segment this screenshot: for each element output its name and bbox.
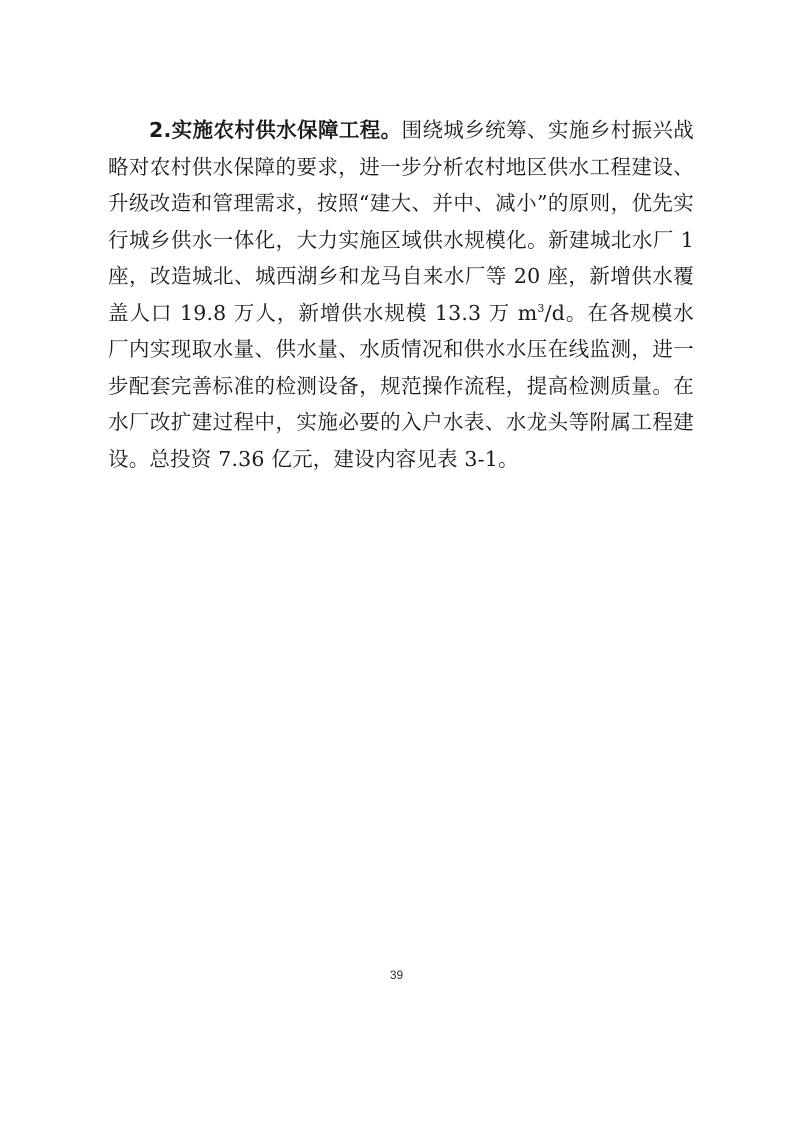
unit-superscript: 3: [537, 301, 545, 315]
page-number: 39: [389, 968, 404, 982]
document-body: [108, 112, 694, 477]
section-heading: 2.实施农村供水保障工程。: [149, 118, 402, 142]
paragraph-text-part-2: /d。在各规模水厂内实现取水量、供水量、水质情况和供水水压在线监测，进一步配套完善标准的检测设备，规范操作流程，提高检测质量。在水厂改扩建过程中，实施必要的入户水表、水龙头等附属工程建设。总投资 7.36 亿元，建设内容见表 3-1。: [108, 300, 694, 471]
paragraph-rural-water-supply: [108, 112, 694, 477]
paragraph-text-part-1: 围绕城乡统筹、实施乡村振兴战略对农村供水保障的要求，进一步分析农村地区供水工程建设、升级改造和管理需求，按照“建大、并中、减小”的原则，优先实行城乡供水一体化，大力实施区域供水规模化。新建城北水厂 1 座，改造城北、城西湖乡和龙马自来水厂等 20 座，新增供水覆盖人口 19.8 万人，新增供水规模 13.3 万 m: [108, 118, 694, 325]
